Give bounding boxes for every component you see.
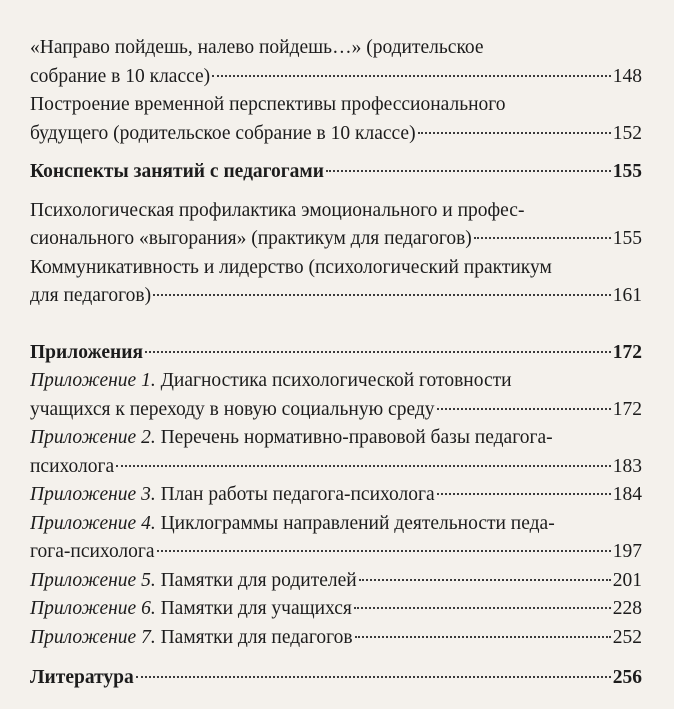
dot-leader	[354, 607, 611, 609]
dot-leader	[153, 294, 611, 296]
toc-entry-text: Психологическая профилактика эмоционального и профес-	[30, 199, 525, 221]
page-number: 172	[612, 398, 642, 420]
appendix-label: Приложение 6.	[30, 598, 156, 619]
dot-leader	[116, 465, 611, 467]
page-number: 184	[612, 484, 642, 505]
page-number: 201	[612, 569, 642, 591]
toc-entry-text: сионального «выгорания» (практикум для педагогов)	[30, 228, 472, 249]
toc-entry-text: Памятки для родителей	[155, 569, 357, 591]
dot-leader	[355, 636, 611, 638]
dot-leader	[326, 170, 611, 172]
section-title: Конспекты занятий с педагогами	[30, 161, 324, 182]
page-number: 155	[612, 161, 642, 182]
toc-entry-text: Циклограммы направлений деятельности педа-	[155, 512, 555, 534]
toc-entry	[30, 567, 642, 596]
appendix-label: Приложение 4.	[30, 512, 156, 534]
page-number: 197	[612, 541, 642, 562]
page-number: 256	[612, 667, 642, 688]
dot-leader	[359, 579, 611, 581]
page-number: 152	[612, 122, 642, 144]
page-number: 228	[612, 598, 642, 619]
appendix-label: Приложение 7.	[30, 626, 156, 648]
toc-entry	[30, 595, 642, 624]
section-title: Литература	[30, 667, 134, 688]
page-number: 161	[612, 285, 642, 306]
dot-leader	[157, 550, 611, 552]
toc-entry	[30, 624, 642, 653]
toc-entry-text: будущего (родительское собрание в 10 классе)	[30, 122, 416, 144]
toc-entry-text: Перечень нормативно-правовой базы педагога-	[155, 427, 553, 448]
dot-leader	[474, 237, 611, 239]
toc-entry	[30, 510, 642, 567]
page-number: 172	[612, 341, 642, 363]
toc-entry-text: Памятки для педагогов	[155, 626, 353, 648]
toc-entry-text: Построение временной перспективы профессионального	[30, 94, 506, 115]
appendix-label: Приложение 3.	[30, 484, 156, 505]
toc-entry-text: План работы педагога-психолога	[155, 484, 435, 505]
toc-entry-text: учащихся к переходу в новую социальную среду	[30, 398, 435, 420]
page-number: 183	[612, 455, 642, 477]
toc-entry	[30, 197, 642, 254]
toc-entry-text: психолога	[30, 455, 115, 477]
toc-section-heading	[30, 158, 642, 187]
appendix-label: Приложение 1.	[30, 370, 156, 391]
appendix-label: Приложение 2.	[30, 427, 156, 448]
toc-entry-text: для педагогов)	[30, 285, 152, 306]
page-number: 148	[612, 65, 642, 87]
toc-section-heading	[30, 664, 642, 693]
dot-leader	[437, 493, 611, 495]
dot-leader	[437, 408, 611, 410]
dot-leader	[136, 676, 611, 678]
toc-entry	[30, 481, 642, 510]
dot-leader	[212, 75, 611, 77]
page-number: 155	[612, 228, 642, 249]
dot-leader	[418, 132, 611, 134]
toc-entry	[30, 254, 642, 311]
toc-entry-text: Диагностика психологической готовности	[155, 370, 512, 391]
toc-entry	[30, 91, 642, 148]
toc-entry	[30, 367, 642, 424]
toc-entry-text: «Направо пойдешь, налево пойдешь…» (родительское	[30, 37, 484, 58]
toc-entry-text: Памятки для учащихся	[155, 598, 352, 619]
dot-leader	[145, 351, 611, 353]
appendix-label: Приложение 5.	[30, 569, 156, 591]
table-of-contents	[30, 34, 642, 693]
page-number: 252	[612, 626, 642, 648]
toc-entry-text: собрание в 10 классе)	[30, 65, 211, 87]
section-title: Приложения	[30, 341, 144, 363]
toc-entry-text: гога-психолога	[30, 541, 155, 562]
toc-entry-text: Коммуникативность и лидерство (психологический практикум	[30, 256, 552, 278]
toc-section-heading	[30, 339, 642, 368]
toc-entry	[30, 34, 642, 91]
toc-entry	[30, 424, 642, 481]
